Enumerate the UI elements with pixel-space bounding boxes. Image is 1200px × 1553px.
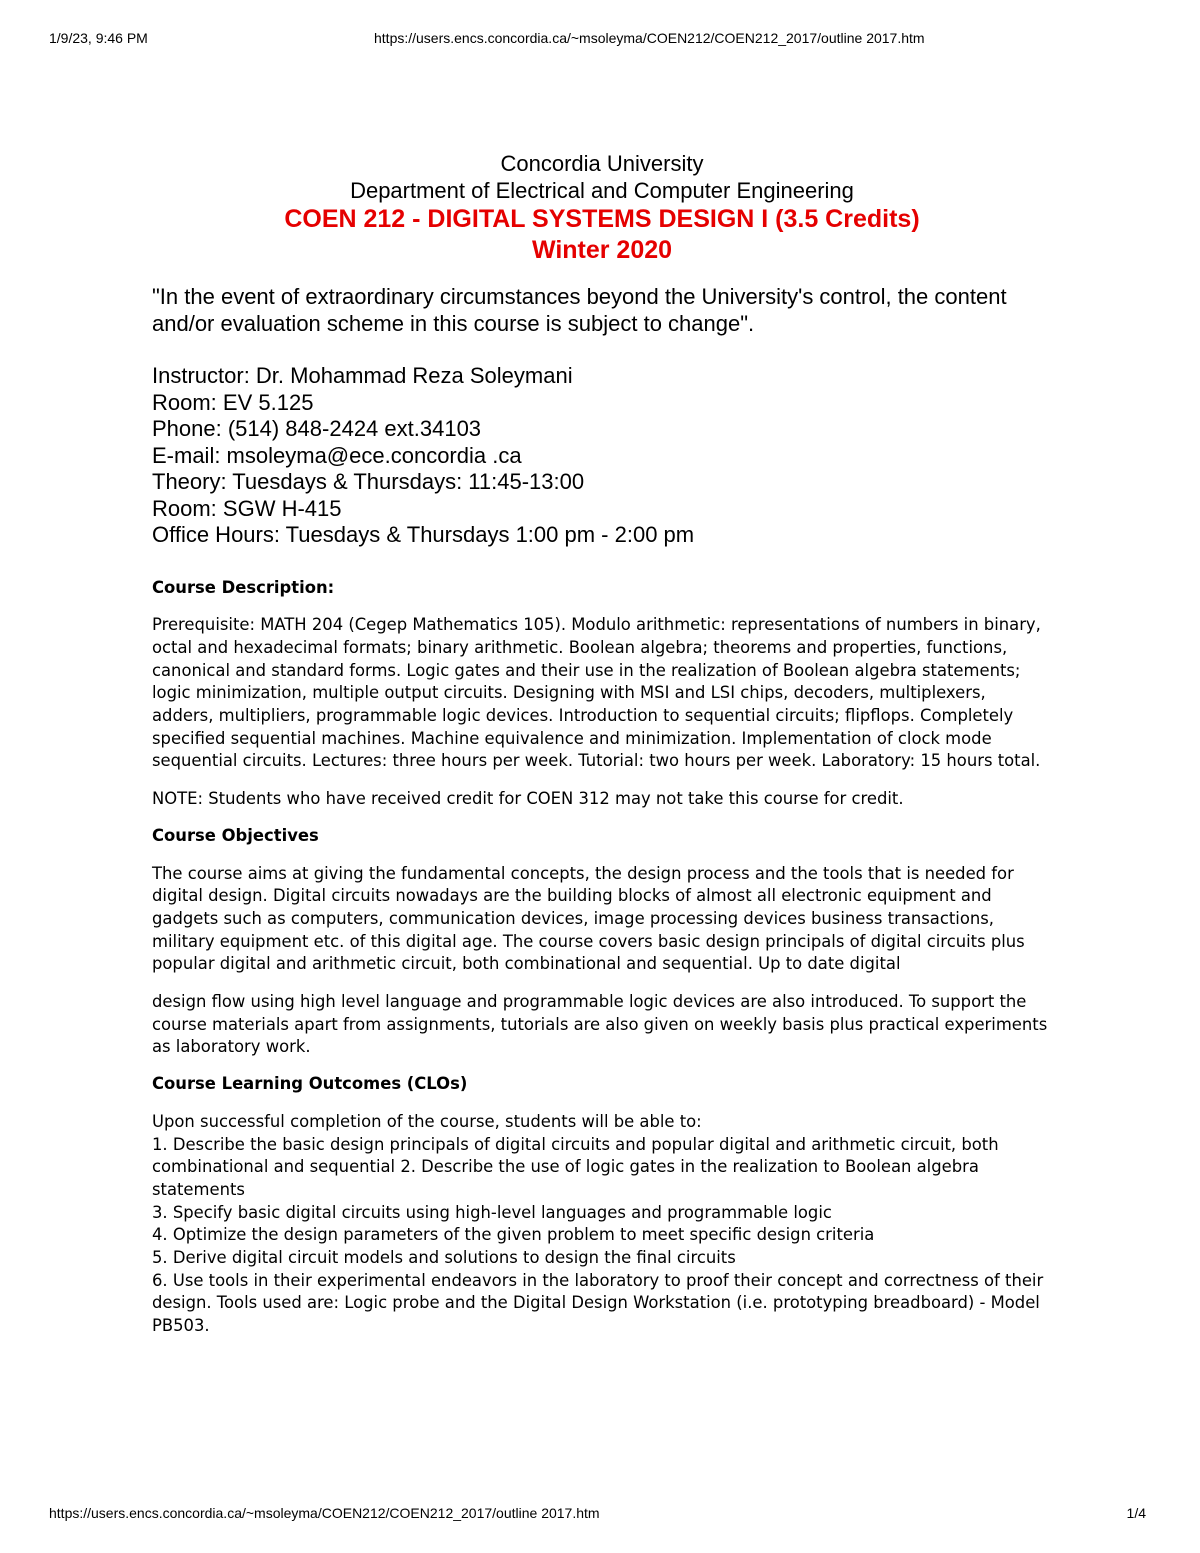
course-sections: [152, 577, 1052, 1338]
office-hours: Office Hours: Tuesdays & Thursdays 1:00 pm - 2:00 pm: [152, 522, 695, 547]
course-term: Winter 2020: [531, 236, 673, 264]
objectives-text-2: design flow using high level language and programmable logic devices are also introduced. To support the course materials apart from assignments, tutorials are also given on weekly basis plus practical experiments as laboratory work.: [152, 992, 1048, 1057]
clo-item: 3. Specify basic digital circuits using high-level languages and programmable logic: [152, 1202, 832, 1222]
title-block: [152, 150, 1052, 266]
footer-url: https://users.encs.concordia.ca/~msoleyma/COEN212/COEN212_2017/outline 2017.htm: [49, 1505, 600, 1521]
objectives-text-1: The course aims at giving the fundamental concepts, the design process and the tools that is needed for digital design. Digital circuits nowadays are the building blocks of almost all electronic equipment and gadgets such as computers, communication devices, image processing devices business transactions, military equipment etc. of this digital age. The course covers basic design principals of digital circuits plus popular digital and arithmetic circuit, both combinational and sequential. Up to date digital: [152, 863, 1025, 974]
clos-list: [152, 1134, 1052, 1338]
instructor-info: [152, 363, 1052, 549]
instructor-email: E-mail: msoleyma@ece.concordia .ca: [152, 442, 522, 468]
print-url: https://users.encs.concordia.ca/~msoleyma/COEN212/COEN212_2017/outline 2017.htm: [374, 30, 925, 46]
instructor-name: Instructor: Dr. Mohammad Reza Soleymani: [152, 363, 573, 388]
clos-heading: Course Learning Outcomes (CLOs): [152, 1074, 468, 1094]
university-name: Concordia University: [500, 151, 704, 176]
description-text: Prerequisite: MATH 204 (Cegep Mathematics 105). Modulo arithmetic: representations of numbers in binary, octal and hexadecimal formats; binary arithmetic. Boolean algebra; theorems and properties, functions, canonical and standard forms. Logic gates and their use in the realization of Boolean algebra statements; logic minimization, multiple output circuits. Designing with MSI and LSI chips, decoders, multiplexers, adders, multipliers, programmable logic devices. Introduction to sequential circuits; flipflops. Completely specified sequential machines. Machine equivalence and minimization. Implementation of clock mode sequential circuits. Lectures: three hours per week. Tutorial: two hours per week. Laboratory: 15 hours total.: [152, 615, 1041, 771]
description-heading: Course Description:: [152, 577, 335, 597]
department-name: Department of Electrical and Computer Engineering: [350, 178, 854, 203]
instructor-room: Room: EV 5.125: [152, 389, 314, 415]
course-title: COEN 212 - DIGITAL SYSTEMS DESIGN I (3.5 Credits): [284, 205, 920, 233]
document-body: [152, 150, 1052, 1338]
clo-item: 4. Optimize the design parameters of the given problem to meet specific design criteria: [152, 1225, 875, 1245]
theory-room: Room: SGW H-415: [152, 495, 342, 521]
theory-schedule: Theory: Tuesdays & Thursdays: 11:45-13:00: [152, 469, 585, 494]
clo-item: 1. Describe the basic design principals of digital circuits and popular digital and arithmetic circuit, both combinational and sequential 2. Describe the use of logic gates in the realization to Boolean algebra statements: [152, 1134, 999, 1199]
description-note: NOTE: Students who have received credit for COEN 312 may not take this course for credit.: [152, 789, 904, 809]
clo-item: 5. Derive digital circuit models and solutions to design the final circuits: [152, 1248, 736, 1268]
disclaimer-line-1: "In the event of extraordinary circumstances beyond the University's control, the content: [152, 284, 1007, 309]
print-datetime: 1/9/23, 9:46 PM: [49, 30, 148, 46]
disclaimer: [152, 284, 1052, 337]
clo-item: 6. Use tools in their experimental endeavors in the laboratory to proof their concept and correctness of their design. Tools used are: Logic probe and the Digital Design Workstation (i.e. prototyping breadboard) - Model PB503.: [152, 1270, 1044, 1336]
page-number: 1/4: [1126, 1505, 1146, 1521]
instructor-phone: Phone: (514) 848-2424 ext.34103: [152, 416, 482, 441]
objectives-heading: Course Objectives: [152, 825, 319, 845]
clos-intro: Upon successful completion of the course, students will be able to:: [152, 1111, 702, 1131]
disclaimer-line-2: and/or evaluation scheme in this course is subject to change".: [152, 310, 755, 336]
